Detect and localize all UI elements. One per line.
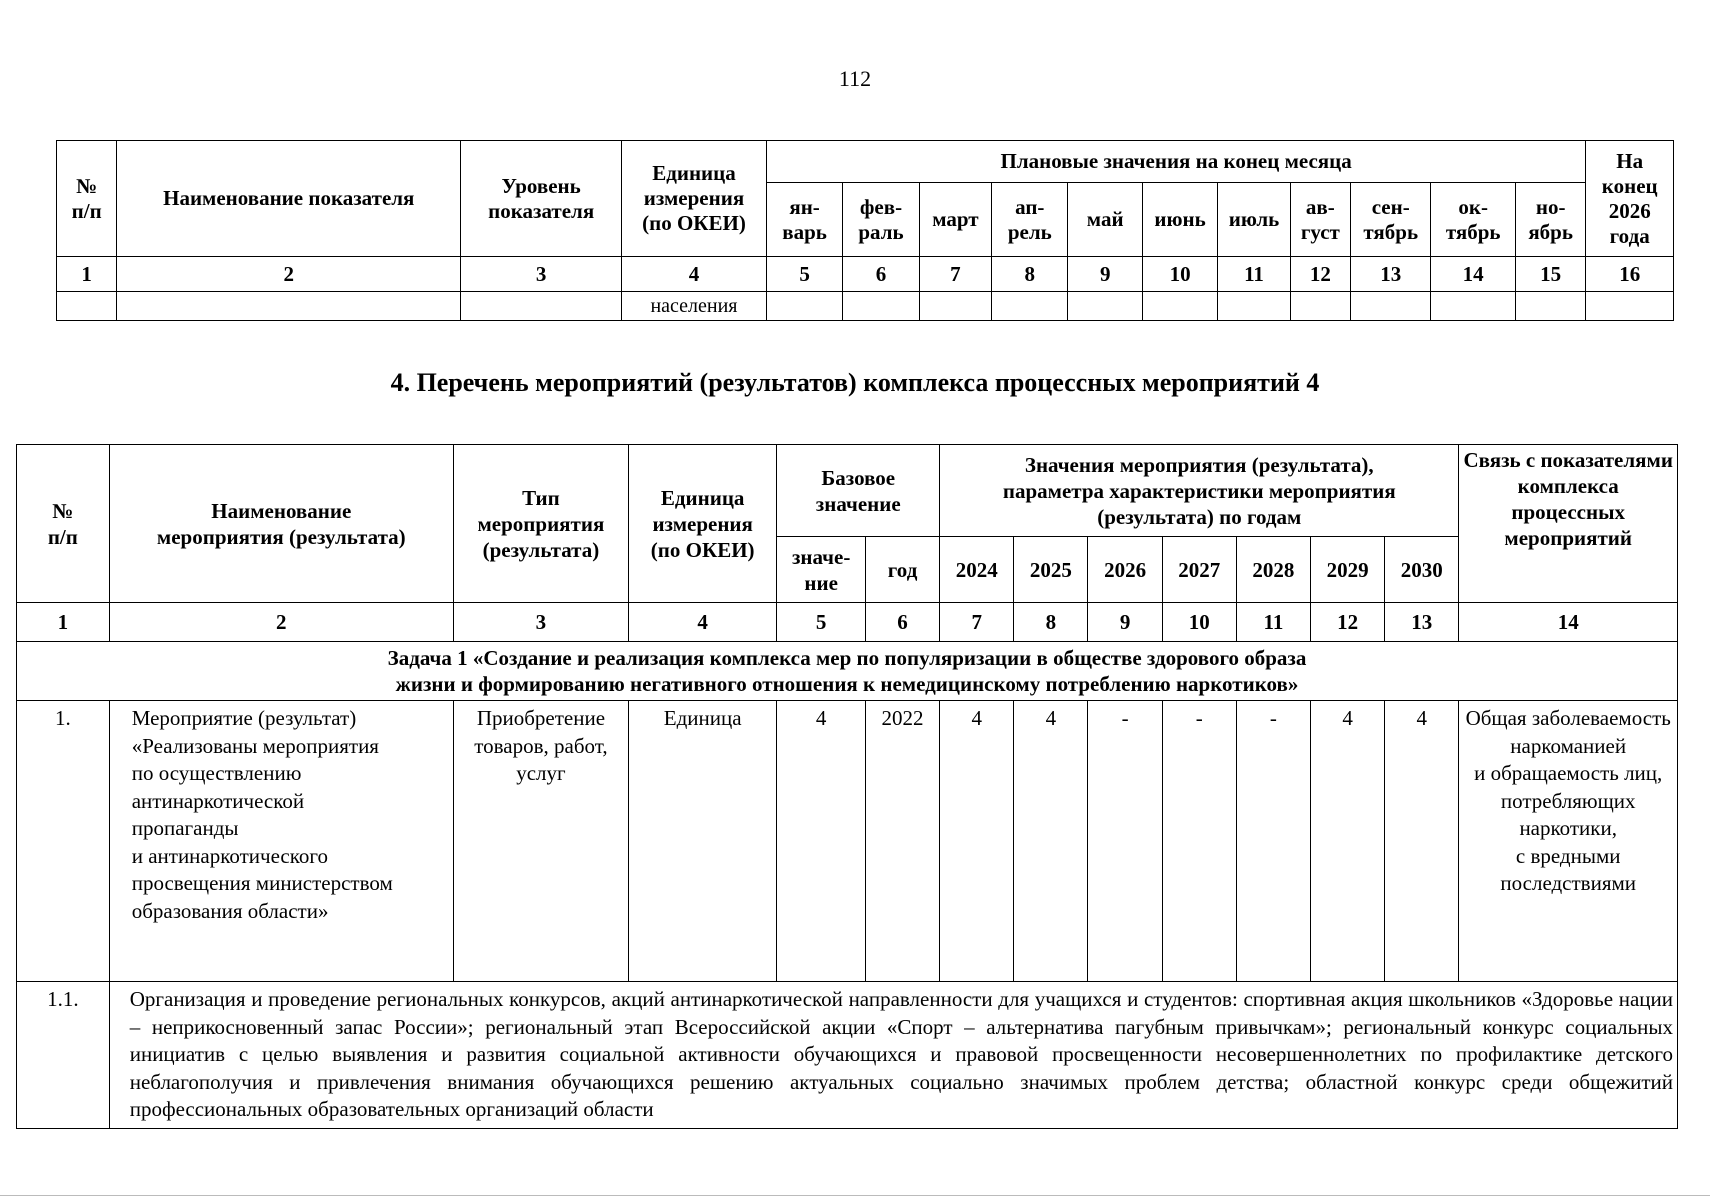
cell	[1290, 292, 1350, 321]
column-number: 10	[1142, 257, 1217, 292]
header-year: 2028	[1236, 537, 1310, 603]
task-title: Задача 1 «Создание и реализация комплекса мер по популяризации в обществе здорового образа жизни и формированию негативного отношения к немедицинскому потреблению наркотиков»	[17, 642, 1678, 701]
cell	[461, 292, 622, 321]
header-base-value: Базовое значение	[777, 445, 940, 537]
header-month: март	[919, 183, 991, 257]
cell	[1351, 292, 1431, 321]
column-number: 5	[777, 603, 866, 642]
header-month: ав- густ	[1290, 183, 1350, 257]
header-activity-type: Тип мероприятия (результата)	[453, 445, 628, 603]
header-planned-values: Плановые значения на конец месяца	[766, 141, 1586, 183]
cell	[1515, 292, 1585, 321]
cell	[919, 292, 991, 321]
header-month: сен- тябрь	[1351, 183, 1431, 257]
subactivity-number: 1.1.	[17, 982, 110, 1129]
header-year: 2030	[1385, 537, 1459, 603]
column-number: 1	[17, 603, 110, 642]
activity-unit: Единица	[629, 701, 777, 982]
activity-row	[17, 701, 1678, 982]
year-value: -	[1088, 701, 1162, 982]
column-number: 12	[1290, 257, 1350, 292]
year-value: -	[1236, 701, 1310, 982]
header-month: май	[1068, 183, 1142, 257]
column-number: 6	[843, 257, 919, 292]
column-number: 9	[1088, 603, 1162, 642]
column-numbers-row	[57, 257, 1674, 292]
year-value: -	[1162, 701, 1236, 982]
column-number: 1	[57, 257, 117, 292]
column-number: 11	[1218, 257, 1290, 292]
header-unit: Единица измерения (по ОКЕИ)	[629, 445, 777, 603]
column-number: 8	[1014, 603, 1088, 642]
column-number: 7	[940, 603, 1014, 642]
column-number: 10	[1162, 603, 1236, 642]
column-number: 7	[919, 257, 991, 292]
subactivity-row	[17, 982, 1678, 1129]
header-number: № п/п	[57, 141, 117, 257]
year-value: 4	[1311, 701, 1385, 982]
cell	[57, 292, 117, 321]
column-number: 16	[1586, 257, 1674, 292]
base-value: 4	[777, 701, 866, 982]
header-number: № п/п	[17, 445, 110, 603]
header-month: но- ябрь	[1515, 183, 1585, 257]
activity-type: Приобретение товаров, работ, услуг	[453, 701, 628, 982]
header-month: ок- тябрь	[1431, 183, 1515, 257]
column-number: 14	[1459, 603, 1678, 642]
column-number: 4	[622, 257, 767, 292]
column-number: 9	[1068, 257, 1142, 292]
header-year: 2024	[940, 537, 1014, 603]
column-number: 2	[109, 603, 453, 642]
column-number: 12	[1311, 603, 1385, 642]
cell	[117, 292, 461, 321]
cell	[1586, 292, 1674, 321]
header-base-value-year: год	[865, 537, 939, 603]
year-value: 4	[1014, 701, 1088, 982]
header-year: 2025	[1014, 537, 1088, 603]
column-number: 13	[1351, 257, 1431, 292]
header-end-of-year: На конец 2026 года	[1586, 141, 1674, 257]
header-activity-name: Наименование мероприятия (результата)	[109, 445, 453, 603]
header-year: 2027	[1162, 537, 1236, 603]
column-numbers-row	[17, 603, 1678, 642]
column-number: 4	[629, 603, 777, 642]
page-bottom-line	[0, 1195, 1710, 1196]
activity-name: Мероприятие (результат) «Реализованы мероприятия по осуществлению антинаркотической пропаганды и антинаркотического просвещения министерством образования области»	[109, 701, 453, 982]
column-number: 6	[865, 603, 939, 642]
header-month: фев- раль	[843, 183, 919, 257]
year-value: 4	[940, 701, 1014, 982]
activity-number: 1.	[17, 701, 110, 982]
cell	[1142, 292, 1217, 321]
column-number: 8	[992, 257, 1068, 292]
cell	[1431, 292, 1515, 321]
cell	[843, 292, 919, 321]
cell	[1068, 292, 1142, 321]
column-number: 14	[1431, 257, 1515, 292]
linked-indicator: Общая заболеваемость наркоманией и обращаемость лиц, потребляющих наркотики, с вредными последствиями	[1459, 701, 1678, 982]
column-number: 15	[1515, 257, 1585, 292]
header-month: ап- рель	[992, 183, 1068, 257]
header-year: 2026	[1088, 537, 1162, 603]
unit-cell: населения	[622, 292, 767, 321]
header-year: 2029	[1311, 537, 1385, 603]
column-number: 2	[117, 257, 461, 292]
section-title: 4. Перечень мероприятий (результатов) комплекса процессных мероприятий 4	[390, 368, 1320, 397]
table-row	[57, 292, 1674, 321]
header-month: июнь	[1142, 183, 1217, 257]
subactivity-description: Организация и проведение региональных конкурсов, акций антинаркотической направленности для учащихся и студентов: спортивная акция школьников «Здоровье нации – неприкосновенный запас России»; региональный этап Всероссийской акции «Спорт – альтернатива пагубным привычкам»; региональный конкурс социальных инициатив с целью выявления и развития социальной активности обучающихся и правовой просвещенности несовершеннолетних по профилактике детского неблагополучия и привлечения внимания обучающихся решению актуальных социально значимых проблем детства; областной конкурс среди общежитий профессиональных образовательных организаций области	[109, 982, 1677, 1129]
cell	[992, 292, 1068, 321]
header-indicator-level: Уровень показателя	[461, 141, 622, 257]
base-year: 2022	[865, 701, 939, 982]
header-link-to-indicators: Связь с показателями комплекса процессных мероприятий	[1459, 445, 1678, 603]
header-unit: Единица измерения (по ОКЕИ)	[622, 141, 767, 257]
indicators-table	[56, 140, 1674, 321]
cell	[1218, 292, 1290, 321]
column-number: 11	[1236, 603, 1310, 642]
column-number: 13	[1385, 603, 1459, 642]
column-number: 3	[461, 257, 622, 292]
year-value: 4	[1385, 701, 1459, 982]
cell	[766, 292, 842, 321]
header-month: июль	[1218, 183, 1290, 257]
header-values-by-year: Значения мероприятия (результата), параметра характеристики мероприятия (результата) по годам	[940, 445, 1459, 537]
column-number: 3	[453, 603, 628, 642]
column-number: 5	[766, 257, 842, 292]
header-base-value-value: значе- ние	[777, 537, 866, 603]
page-number: 112	[838, 66, 872, 91]
header-month: ян- варь	[766, 183, 842, 257]
task-row	[17, 642, 1678, 701]
header-indicator-name: Наименование показателя	[117, 141, 461, 257]
activities-table	[16, 444, 1678, 1129]
